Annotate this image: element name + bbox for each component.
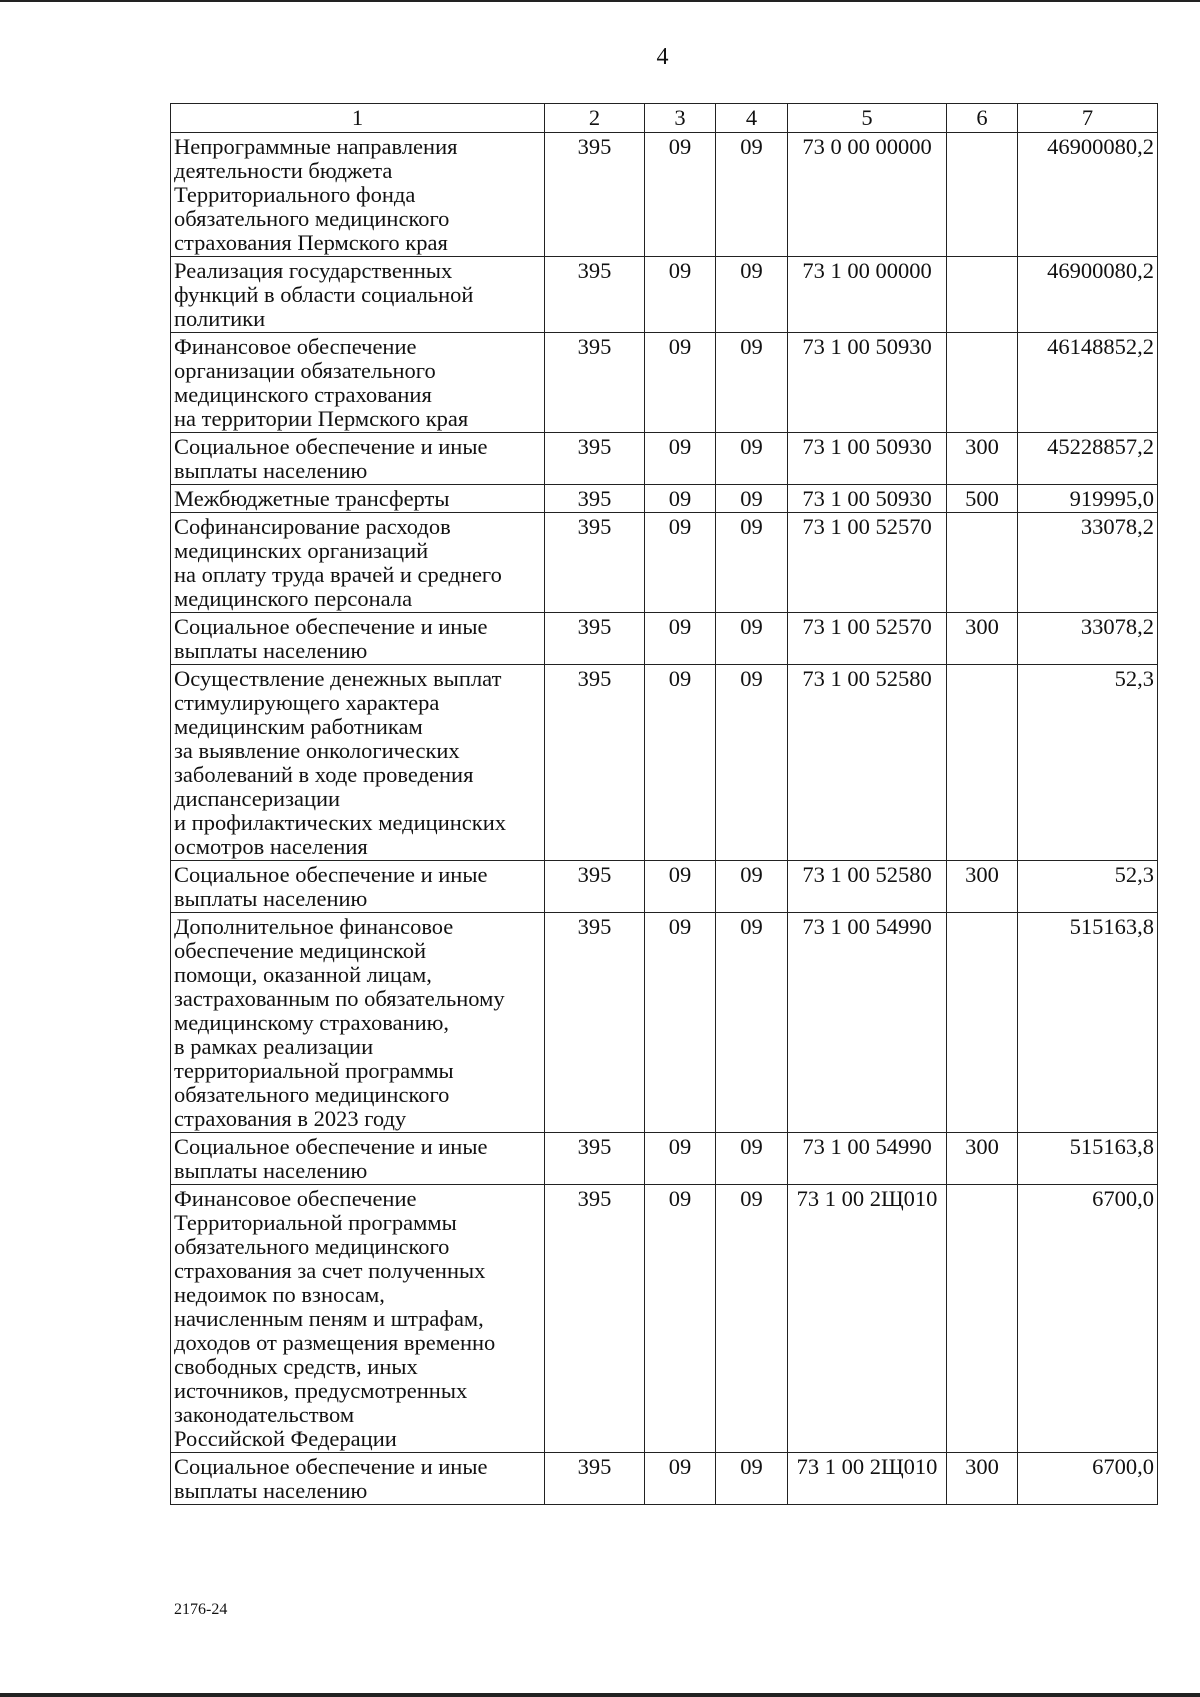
header-col-1: 1 bbox=[171, 104, 545, 133]
table-row bbox=[171, 513, 1158, 613]
cell-expense-type: 300 bbox=[947, 1453, 1018, 1505]
cell-expense-type: 300 bbox=[947, 1133, 1018, 1185]
cell-expense-name: Социальное обеспечение и иные выплаты населению bbox=[171, 613, 545, 665]
cell-amount: 52,3 bbox=[1018, 665, 1158, 861]
cell-grbs: 395 bbox=[545, 333, 645, 433]
cell-section: 09 bbox=[645, 665, 716, 861]
cell-subsection: 09 bbox=[716, 613, 788, 665]
cell-amount: 46148852,2 bbox=[1018, 333, 1158, 433]
cell-amount: 6700,0 bbox=[1018, 1453, 1158, 1505]
cell-section: 09 bbox=[645, 485, 716, 513]
scan-border-bottom bbox=[0, 1693, 1200, 1697]
cell-amount: 45228857,2 bbox=[1018, 433, 1158, 485]
cell-expense-type: 500 bbox=[947, 485, 1018, 513]
budget-table bbox=[170, 103, 1158, 1505]
cell-subsection: 09 bbox=[716, 861, 788, 913]
header-row bbox=[171, 104, 1158, 133]
cell-expense-name: Межбюджетные трансферты bbox=[171, 485, 545, 513]
table-row bbox=[171, 485, 1158, 513]
cell-section: 09 bbox=[645, 133, 716, 257]
table-row bbox=[171, 913, 1158, 1133]
cell-expense-name: Осуществление денежных выплат стимулирующего характера медицинским работникам за выявление онкологических заболеваний в ходе проведения диспансеризации и профилактических медицинских осмотров населения bbox=[171, 665, 545, 861]
cell-target-article: 73 1 00 52580 bbox=[788, 861, 947, 913]
cell-grbs: 395 bbox=[545, 485, 645, 513]
table-row bbox=[171, 1133, 1158, 1185]
cell-target-article: 73 1 00 00000 bbox=[788, 257, 947, 333]
table-row bbox=[171, 613, 1158, 665]
cell-grbs: 395 bbox=[545, 1133, 645, 1185]
cell-expense-name: Реализация государственных функций в области социальной политики bbox=[171, 257, 545, 333]
cell-expense-type bbox=[947, 133, 1018, 257]
cell-grbs: 395 bbox=[545, 665, 645, 861]
header-col-5: 5 bbox=[788, 104, 947, 133]
cell-expense-name: Социальное обеспечение и иные выплаты населению bbox=[171, 861, 545, 913]
cell-target-article: 73 1 00 52570 bbox=[788, 613, 947, 665]
cell-subsection: 09 bbox=[716, 1133, 788, 1185]
cell-expense-type bbox=[947, 257, 1018, 333]
cell-section: 09 bbox=[645, 1453, 716, 1505]
cell-amount: 919995,0 bbox=[1018, 485, 1158, 513]
cell-grbs: 395 bbox=[545, 861, 645, 913]
table-row bbox=[171, 133, 1158, 257]
cell-section: 09 bbox=[645, 513, 716, 613]
header-col-7: 7 bbox=[1018, 104, 1158, 133]
cell-grbs: 395 bbox=[545, 133, 645, 257]
cell-section: 09 bbox=[645, 1133, 716, 1185]
cell-grbs: 395 bbox=[545, 433, 645, 485]
cell-amount: 515163,8 bbox=[1018, 1133, 1158, 1185]
cell-expense-name: Социальное обеспечение и иные выплаты населению bbox=[171, 1453, 545, 1505]
cell-amount: 46900080,2 bbox=[1018, 133, 1158, 257]
cell-grbs: 395 bbox=[545, 257, 645, 333]
cell-target-article: 73 1 00 2Щ010 bbox=[788, 1185, 947, 1453]
cell-expense-name: Непрограммные направления деятельности бюджета Территориального фонда обязательного медицинского страхования Пермского края bbox=[171, 133, 545, 257]
cell-section: 09 bbox=[645, 613, 716, 665]
cell-subsection: 09 bbox=[716, 913, 788, 1133]
cell-subsection: 09 bbox=[716, 513, 788, 613]
header-col-6: 6 bbox=[947, 104, 1018, 133]
cell-section: 09 bbox=[645, 913, 716, 1133]
cell-expense-name: Финансовое обеспечение Территориальной программы обязательного медицинского страхования за счет полученных недоимок по взносам, начисленным пеням и штрафам, доходов от размещения временно свободных средств, иных источников, предусмотренных законодательством Российской Федерации bbox=[171, 1185, 545, 1453]
cell-target-article: 73 1 00 50930 bbox=[788, 333, 947, 433]
cell-section: 09 bbox=[645, 861, 716, 913]
cell-expense-type bbox=[947, 913, 1018, 1133]
cell-expense-name: Софинансирование расходов медицинских организаций на оплату труда врачей и среднего медицинского персонала bbox=[171, 513, 545, 613]
header-col-2: 2 bbox=[545, 104, 645, 133]
cell-grbs: 395 bbox=[545, 1453, 645, 1505]
cell-target-article: 73 1 00 50930 bbox=[788, 433, 947, 485]
cell-grbs: 395 bbox=[545, 1185, 645, 1453]
cell-expense-type: 300 bbox=[947, 433, 1018, 485]
cell-target-article: 73 1 00 54990 bbox=[788, 1133, 947, 1185]
table-row bbox=[171, 1185, 1158, 1453]
cell-target-article: 73 1 00 54990 bbox=[788, 913, 947, 1133]
cell-expense-type bbox=[947, 513, 1018, 613]
cell-section: 09 bbox=[645, 433, 716, 485]
cell-section: 09 bbox=[645, 257, 716, 333]
cell-expense-type bbox=[947, 1185, 1018, 1453]
scan-border-top bbox=[0, 0, 1200, 2]
cell-subsection: 09 bbox=[716, 1185, 788, 1453]
cell-amount: 6700,0 bbox=[1018, 1185, 1158, 1453]
cell-amount: 52,3 bbox=[1018, 861, 1158, 913]
table-row bbox=[171, 257, 1158, 333]
cell-subsection: 09 bbox=[716, 485, 788, 513]
cell-amount: 33078,2 bbox=[1018, 513, 1158, 613]
cell-amount: 33078,2 bbox=[1018, 613, 1158, 665]
table-row bbox=[171, 333, 1158, 433]
cell-expense-type bbox=[947, 333, 1018, 433]
table-row bbox=[171, 433, 1158, 485]
cell-expense-type bbox=[947, 665, 1018, 861]
cell-expense-name: Финансовое обеспечение организации обязательного медицинского страхования на территории Пермского края bbox=[171, 333, 545, 433]
cell-subsection: 09 bbox=[716, 665, 788, 861]
cell-grbs: 395 bbox=[545, 613, 645, 665]
cell-expense-name: Социальное обеспечение и иные выплаты населению bbox=[171, 433, 545, 485]
cell-subsection: 09 bbox=[716, 257, 788, 333]
cell-target-article: 73 1 00 52580 bbox=[788, 665, 947, 861]
cell-target-article: 73 1 00 2Щ010 bbox=[788, 1453, 947, 1505]
cell-subsection: 09 bbox=[716, 333, 788, 433]
cell-subsection: 09 bbox=[716, 433, 788, 485]
cell-expense-name: Дополнительное финансовое обеспечение медицинской помощи, оказанной лицам, застрахованным по обязательному медицинскому страхованию, в рамках реализации территориальной программы обязательного медицинского страхования в 2023 году bbox=[171, 913, 545, 1133]
cell-section: 09 bbox=[645, 333, 716, 433]
page-number: 4 bbox=[656, 44, 669, 70]
cell-target-article: 73 1 00 52570 bbox=[788, 513, 947, 613]
cell-subsection: 09 bbox=[716, 1453, 788, 1505]
header-col-4: 4 bbox=[716, 104, 788, 133]
cell-expense-name: Социальное обеспечение и иные выплаты населению bbox=[171, 1133, 545, 1185]
cell-section: 09 bbox=[645, 1185, 716, 1453]
table-row bbox=[171, 861, 1158, 913]
document-code: 2176-24 bbox=[174, 1601, 228, 1618]
cell-target-article: 73 1 00 50930 bbox=[788, 485, 947, 513]
header-col-3: 3 bbox=[645, 104, 716, 133]
table-row bbox=[171, 1453, 1158, 1505]
cell-grbs: 395 bbox=[545, 913, 645, 1133]
cell-expense-type: 300 bbox=[947, 861, 1018, 913]
cell-expense-type: 300 bbox=[947, 613, 1018, 665]
cell-grbs: 395 bbox=[545, 513, 645, 613]
cell-amount: 46900080,2 bbox=[1018, 257, 1158, 333]
table-body bbox=[171, 133, 1158, 1505]
cell-amount: 515163,8 bbox=[1018, 913, 1158, 1133]
cell-target-article: 73 0 00 00000 bbox=[788, 133, 947, 257]
table-row bbox=[171, 665, 1158, 861]
cell-subsection: 09 bbox=[716, 133, 788, 257]
